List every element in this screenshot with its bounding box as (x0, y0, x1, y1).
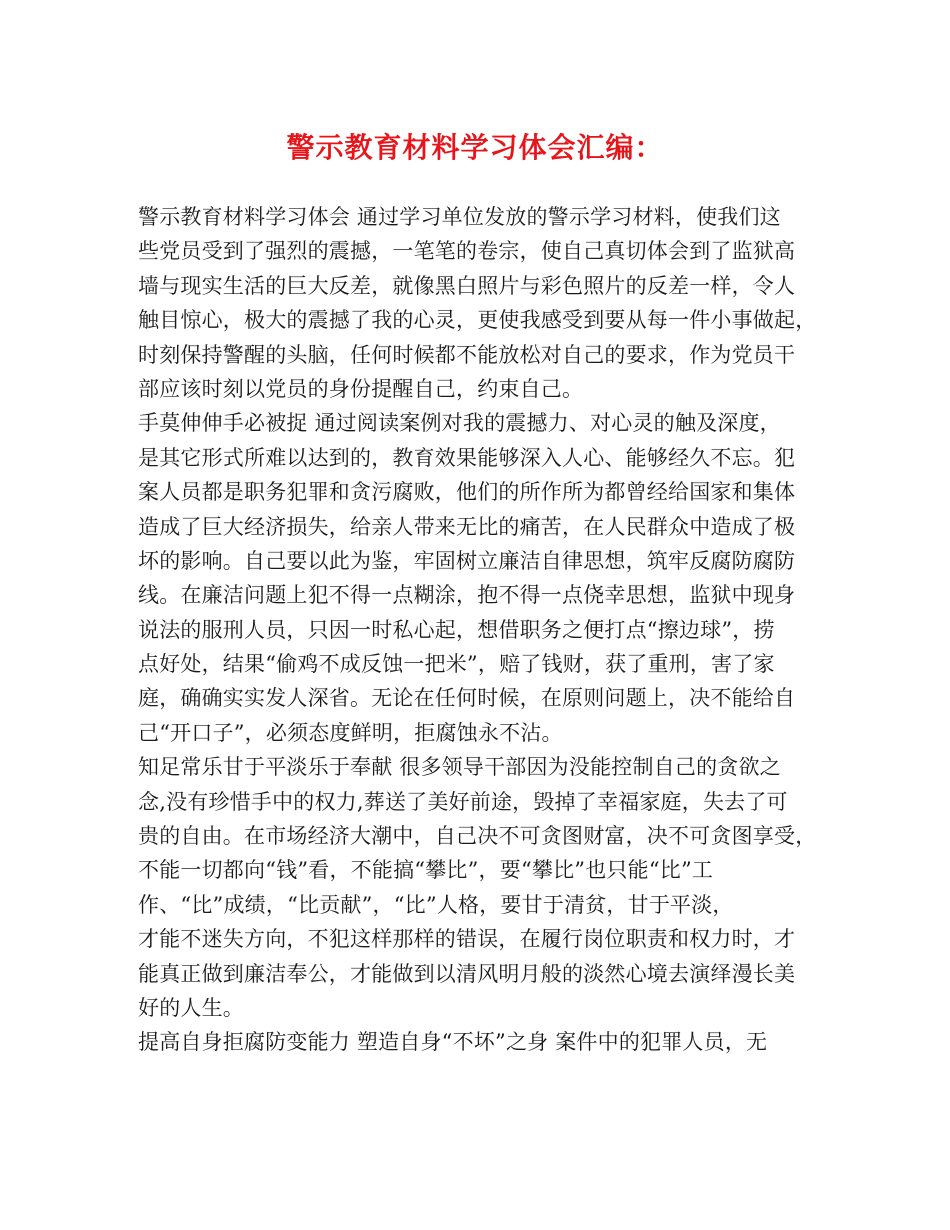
body-line: 庭，确确实实发人深省。无论在任何时候，在原则问题上，决不能给自 (138, 686, 796, 711)
body-line: 墙与现实生活的巨大反差，就像黑白照片与彩色照片的反差一样，令人 (138, 273, 796, 298)
body-line: 线。在廉洁问题上犯不得一点糊涂，抱不得一点侥幸思想，监狱中现身 (138, 583, 796, 608)
body-line: 贵的自由。在市场经济大潮中，自己决不可贪图财富，决不可贪图享受， (138, 824, 817, 849)
document-body (138, 200, 818, 1060)
body-line: 才能不迷失方向，不犯这样那样的错误，在履行岗位职责和权力时，才 (138, 927, 796, 952)
body-line: 提高自身拒腐防变能力 塑造自身“不坏”之身 案件中的犯罪人员，无 (138, 1030, 768, 1055)
body-line: 能真正做到廉洁奉公，才能做到以清风明月般的淡然心境去演绎漫长美 (138, 961, 796, 986)
body-line: 不能一切都向“钱”看，不能搞“攀比”，要“攀比”也只能“比”工 (138, 858, 714, 883)
document-title: 警示教育材料学习体会汇编： (286, 131, 664, 164)
body-line: 好的人生。 (138, 995, 244, 1020)
body-line: 知足常乐甘于平淡乐于奉献 很多领导干部因为没能控制自己的贪欲之 (138, 755, 781, 780)
body-line: 念,没有珍惜手中的权力,葬送了美好前途，毁掉了幸福家庭，失去了可 (138, 789, 788, 814)
body-line: 坏的影响。自己要以此为鉴，牢固树立廉洁自律思想，筑牢反腐防腐防 (138, 548, 796, 573)
body-line: 说法的服刑人员，只因一时私心起，想借职务之便打点“擦边球”，捞 (138, 617, 775, 642)
body-line: 警示教育材料学习体会 通过学习单位发放的警示学习材料，使我们这 (138, 205, 781, 229)
body-line: 部应该时刻以党员的身份提醒自己，约束自己。 (138, 376, 584, 401)
body-line: 案人员都是职务犯罪和贪污腐败，他们的所作所为都曾经给国家和集体 (138, 480, 796, 505)
body-line: 触目惊心，极大的震撼了我的心灵，更使我感受到要从每一件小事做起， (138, 308, 817, 333)
body-line: 时刻保持警醒的头脑，任何时候都不能放松对自己的要求，作为党员干 (138, 342, 796, 367)
body-line: 点好处，结果“偷鸡不成反蚀一把米”，赔了钱财，获了重刑，害了家 (138, 652, 775, 677)
body-line: 己“开口子”，必须态度鲜明，拒腐蚀永不沾。 (138, 720, 563, 745)
body-line: 些党员受到了强烈的震撼，一笔笔的卷宗，使自己真切体会到了监狱高 (138, 239, 796, 264)
body-line: 手莫伸伸手必被捉 通过阅读案例对我的震撼力、对心灵的触及深度， (138, 411, 781, 436)
body-line: 是其它形式所难以达到的，教育效果能够深入人心、能够经久不忘。犯 (138, 445, 796, 470)
body-line: 造成了巨大经济损失，给亲人带来无比的痛苦，在人民群众中造成了极 (138, 514, 796, 539)
body-line: 作、“比”成绩，“比贡献”，“比”人格，要甘于清贫，甘于平淡， (138, 892, 734, 917)
